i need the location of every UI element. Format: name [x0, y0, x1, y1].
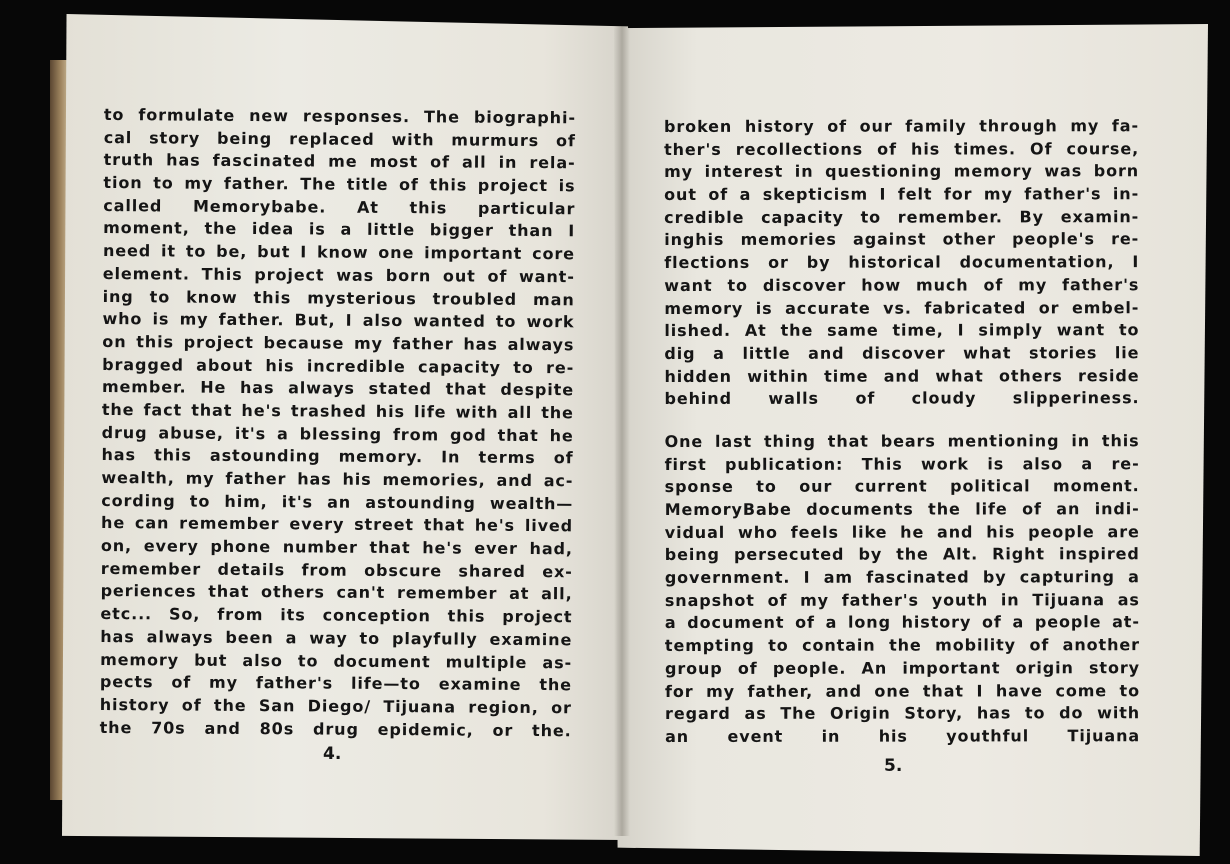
- text-line: has always been a way to playfully examine: [100, 626, 573, 650]
- text-line: broken history of our family through my fa-: [664, 116, 1140, 136]
- text-line: MemoryBabe documents the life of an indi-: [664, 499, 1140, 519]
- text-line: lished. At the same time, I simply want to: [664, 320, 1140, 341]
- left-page-number: 4.: [323, 744, 342, 764]
- left-page-text: [100, 104, 576, 743]
- text-line: for my father, and one that I have come to: [664, 680, 1141, 701]
- text-line: snapshot of my father's youth in Tijuana as: [664, 589, 1140, 610]
- text-line: to formulate new responses. The biographi-: [103, 104, 576, 128]
- text-line: he can remember every street that he's lived: [101, 513, 574, 536]
- text-line: etc... So, from its conception this project: [100, 604, 573, 627]
- text-line: need it to be, but I know one important core: [102, 241, 576, 264]
- paragraph-gap: [665, 410, 1140, 431]
- text-line: remember details from obscure shared ex-: [100, 558, 573, 582]
- text-line: flections or by historical documentation, I: [664, 252, 1140, 273]
- text-line: memory is accurate vs. fabricated or embel-: [664, 297, 1140, 318]
- text-line: my interest in questioning memory was born: [664, 161, 1140, 182]
- text-line: history of the San Diego/ Tijuana region, or: [99, 694, 572, 718]
- text-line: wealth, my father has his memories, and ac-: [101, 467, 574, 491]
- text-line: out of a skepticism I felt for my father's in-: [664, 184, 1140, 205]
- text-line: element. This project was born out of want-: [102, 263, 575, 287]
- text-line: an event in his youthful Tijuana: [665, 726, 1141, 746]
- book-gutter: [614, 26, 630, 836]
- text-line: One last thing that bears mentioning in this: [664, 431, 1140, 451]
- text-line: group of people. An important origin story: [664, 657, 1140, 678]
- text-line: on, every phone number that he's ever had,: [100, 536, 573, 559]
- paragraph-1: [664, 115, 1140, 411]
- text-line: member. He has always stated that despite: [101, 377, 575, 400]
- text-line: pects of my father's life—to examine the: [99, 672, 573, 695]
- text-line: dig a little and discover what stories lie: [664, 343, 1140, 363]
- text-line: inghis memories against other people's re-: [664, 229, 1140, 250]
- text-line: moment, the idea is a little bigger than I: [103, 218, 576, 241]
- text-line: on this project because my father has always: [102, 331, 575, 355]
- right-page-text: [664, 115, 1140, 748]
- text-line: bragged about his incredible capacity to re-: [102, 354, 575, 377]
- paragraph-2: [665, 430, 1141, 748]
- text-line: regard as The Origin Story, has to do with: [665, 703, 1141, 724]
- text-line: ther's recollections of his times. Of course,: [664, 138, 1140, 159]
- text-line: vidual who feels like he and his people are: [664, 521, 1140, 542]
- text-line: periences that others can't remember at all,: [100, 581, 573, 604]
- text-line: has this astounding memory. In terms of: [101, 445, 574, 468]
- text-line: sponse to our current political moment.: [664, 476, 1140, 497]
- text-line: cording to him, it's an astounding wealth—: [101, 490, 574, 513]
- text-line: drug abuse, it's a blessing from god that he: [101, 422, 574, 445]
- text-line: a document of a long history of a people at-: [664, 612, 1140, 633]
- text-line: memory but also to document multiple as-: [100, 649, 573, 672]
- text-line: being persecuted by the Alt. Right inspired: [664, 544, 1140, 565]
- text-line: credible capacity to remember. By examin-: [664, 206, 1140, 227]
- text-line: want to discover how much of my father's: [664, 274, 1140, 295]
- text-line: first publication: This work is also a re-: [664, 453, 1140, 474]
- text-line: called Memorybabe. At this particular: [103, 195, 576, 219]
- right-page-number: 5.: [884, 756, 903, 776]
- text-line: cal story being replaced with murmurs of: [103, 127, 576, 150]
- text-line: ing to know this mysterious troubled man: [102, 286, 575, 309]
- text-line: the fact that he's trashed his life with all the: [101, 399, 574, 423]
- text-line: government. I am fascinated by capturing a: [664, 567, 1140, 588]
- text-line: tion to my father. The title of this project is: [103, 173, 576, 196]
- text-line: hidden within time and what others reside: [664, 365, 1140, 386]
- text-line: tempting to contain the mobility of another: [664, 635, 1140, 656]
- text-line: who is my father. But, I also wanted to work: [102, 309, 575, 332]
- text-line: the 70s and 80s drug epidemic, or the.: [99, 717, 572, 740]
- text-line: behind walls of cloudy slipperiness.: [664, 388, 1140, 409]
- text-line: truth has fascinated me most of all in rela-: [103, 150, 576, 173]
